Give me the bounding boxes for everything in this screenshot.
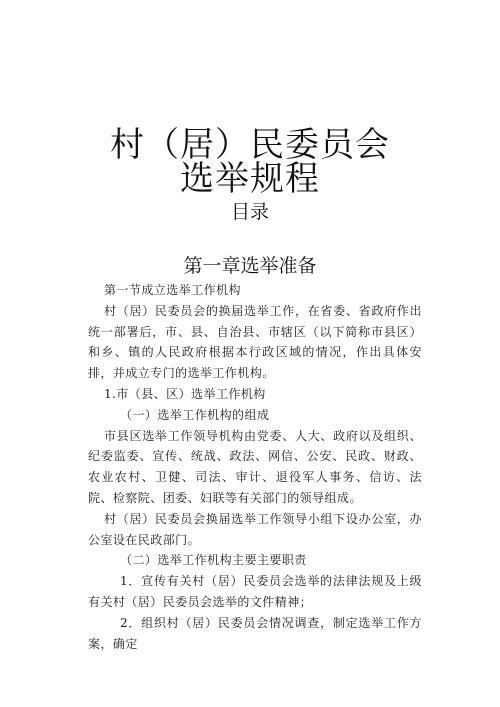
body-paragraph: 村（居）民委员会的换届选举工作，在省委、省政府作出统一部署后，市、县、自治县、市辖区（以下简称市县区）和乡、镇的人民政府根据本行政区域的情况，作出具体安排，并成立专门的选举工作机构。: [88, 303, 422, 381]
body-paragraph: （一）选举工作机构的组成: [120, 407, 270, 422]
body-paragraph: 第一节成立选举工作机构: [104, 283, 241, 297]
body-paragraph: 村（居）民委员会换届选举工作领导小组下设办公室，办公室设在民政部门。: [88, 511, 422, 547]
body-paragraph: 市县区选举工作领导机构由党委、人大、政府以及组织、纪委监委、宣传、统战、政法、网信、公安、民政、财政、农业农村、卫健、司法、审计、退役军人事务、信访、法院、检察院、团委、妇联等有关部门的领导组成。: [88, 428, 422, 505]
body-paragraph: 1．宣传有关村（居）民委员会选举的法律法规及上级有关村（居）民委员会选举的文件精神；: [88, 574, 422, 609]
document-title-line1: 村（居）民委员会: [110, 125, 390, 165]
body-paragraph: （二）选举工作机构主要主要职责: [120, 553, 307, 568]
document-title-line2: 选举规程: [180, 159, 320, 199]
body-text: [88, 280, 422, 654]
body-paragraph: 2．组织村（居）民委员会情况调查，制定选举工作方案，确定: [88, 615, 422, 651]
table-of-contents-heading: 目录: [230, 201, 269, 223]
body-paragraph: 1.市（县、区）选举工作机构: [104, 386, 266, 401]
chapter-title: 第一章选举准备: [183, 255, 317, 277]
